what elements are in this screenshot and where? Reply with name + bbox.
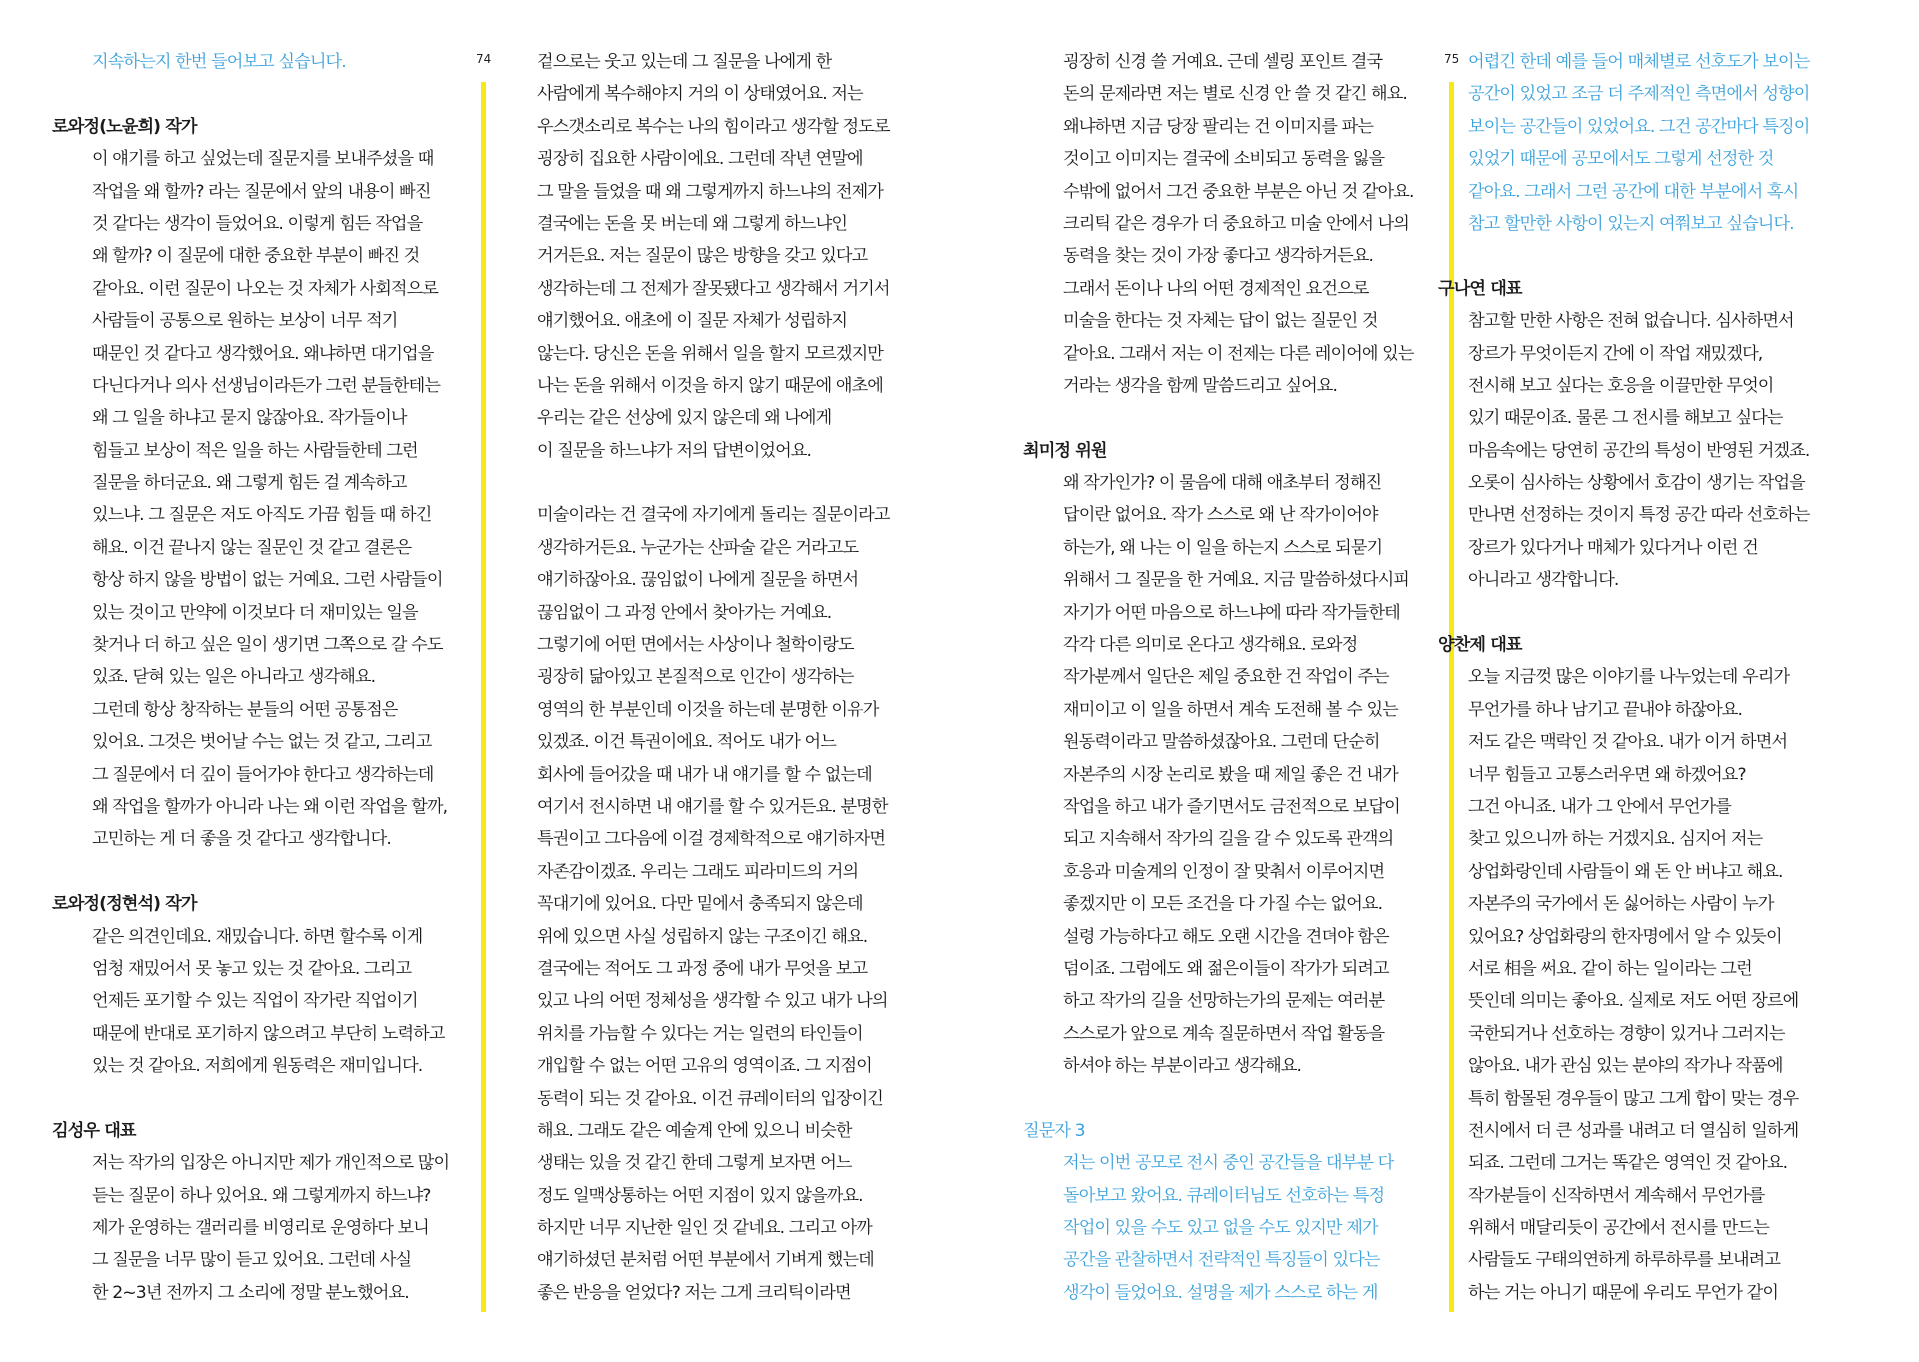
text-line: 항상 하지 않을 방법이 없는 거예요. 그런 사람들이 [92,570,443,591]
text-line: 만나면 선정하는 것이지 특정 공간 따라 선호하는 [1468,505,1810,526]
text-line: 영역의 한 부분인데 이것을 하는데 분명한 이유가 [537,699,879,720]
text-line: 고민하는 게 더 좋을 것 같다고 생각합니다. [92,829,391,850]
text-line: 있기 때문이죠. 물론 그 전시를 해보고 싶다는 [1468,408,1783,429]
text-line: 장르가 무엇이든지 간에 이 작업 재밌겠다, [1468,343,1763,364]
text-line: 하는 거는 아니기 때문에 우리도 무언가 같이 [1468,1282,1779,1303]
text-line: 크리틱 같은 경우가 더 중요하고 미술 안에서 나의 [1063,213,1410,234]
text-line: 자존감이겠죠. 우리는 그래도 피라미드의 거의 [537,861,859,882]
text-line: 그 말을 들었을 때 왜 그렇게까지 하느냐의 전제가 [537,181,884,202]
text-line: 무언가를 하나 남기고 끝내야 하잖아요. [1468,699,1743,720]
paragraph-gap [52,78,472,110]
text-line: 힘들고 보상이 적은 일을 하는 사람들한테 그런 [92,440,418,461]
text-line: 생태는 있을 것 같긴 한데 그렇게 보자면 어느 [537,1153,852,1174]
text-line: 굉장히 신경 쓸 거예요. 근데 셀링 포인트 결국 [1063,52,1383,72]
text-line: 않는다. 당신은 돈을 위해서 일을 할지 모르겠지만 [537,343,884,364]
text-line: 거라는 생각을 함께 말씀드리고 싶어요. [1063,375,1338,396]
text-line: 있고 나의 어떤 정체성을 생각할 수 있고 내가 나의 [537,991,888,1012]
text-line: 작가분들이 신작하면서 계속해서 무언가를 [1468,1185,1765,1206]
text-line: 있죠. 닫혀 있는 일은 아니라고 생각해요. [92,667,376,688]
text-line: 저도 같은 맥락인 것 같아요. 내가 이거 하면서 [1468,732,1788,753]
text-line: 좋겠지만 이 모든 조건을 다 가질 수는 없어요. [1063,894,1383,915]
text-column-1 [52,46,472,1309]
text-line: 이 질문을 하느냐가 저의 답변이었어요. [537,440,812,461]
text-line: 저는 작가의 입장은 아니지만 제가 개인적으로 많이 [92,1153,450,1174]
text-line: 우스갯소리로 복수는 나의 힘이라고 생각할 정도로 [537,116,890,137]
text-line: 생각하는데 그 전제가 잘못됐다고 생각해서 거기서 [537,278,890,299]
text-line: 왜 작업을 할까가 아니라 나는 왜 이런 작업을 할까, [92,796,448,817]
text-line: 오롯이 심사하는 상황에서 호감이 생기는 작업을 [1468,473,1805,494]
text-line: 전시해 보고 싶다는 호응을 이끌만한 무엇이 [1468,375,1774,396]
text-line: 각각 다른 의미로 온다고 생각해요. 로와정 [1063,635,1358,656]
text-line: 작업이 있을 수도 있고 없을 수도 있지만 제가 [1063,1218,1378,1239]
paragraph-gap [1023,1083,1443,1115]
text-line: 있는 것이고 만약에 이것보다 더 재미있는 일을 [92,602,418,623]
text-line: 사람들이 공통으로 원하는 보상이 너무 적기 [92,311,398,332]
text-line: 정도 일맥상통하는 어떤 지점이 있지 않을까요. [537,1185,863,1206]
text-line: 결국에는 돈을 못 버는데 왜 그렇게 하느냐인 [537,213,848,234]
text-line: 보이는 공간들이 있었어요. 그건 공간마다 특징이 [1468,116,1810,137]
text-line: 작업을 왜 할까? 라는 질문에서 앞의 내용이 빠진 [92,181,431,202]
text-line: 호응과 미술계의 인정이 잘 맞춰서 이루어지면 [1063,861,1385,882]
speaker-name: 최미정 위원 [1023,440,1107,461]
text-line: 찾고 있으니까 하는 거겠지요. 심지어 저는 [1468,829,1763,850]
text-line: 사람들도 구태의연하게 하루하루를 보내려고 [1468,1250,1781,1271]
text-line: 아니라고 생각합니다. [1468,570,1619,591]
text-line: 해요. 그래도 같은 예술계 안에 있으니 비슷한 [537,1120,852,1141]
text-line: 때문에 반대로 포기하지 않으려고 부단히 노력하고 [92,1023,445,1044]
text-line: 때문인 것 같다고 생각했어요. 왜냐하면 대기업을 [92,343,434,364]
text-line: 왜냐하면 지금 당장 팔리는 건 이미지를 파는 [1063,116,1374,137]
speaker-name: 로와정(정현석) 작가 [52,894,197,915]
page-number-left: 74 [476,52,492,66]
text-line: 왜 그 일을 하냐고 묻지 않잖아요. 작가들이나 [92,408,407,429]
text-line: 하는가, 왜 나는 이 일을 하는지 스스로 되묻기 [1063,537,1383,558]
text-line: 왜 작가인가? 이 물음에 대해 애초부터 정해진 [1063,473,1382,494]
paragraph-gap [1023,402,1443,434]
text-line: 다닌다거나 의사 선생님이라든가 그런 분들한테는 [92,375,441,396]
paragraph-gap [52,1083,472,1115]
text-line: 생각이 들었어요. 설명을 제가 스스로 하는 게 [1063,1282,1378,1303]
text-line: 왜 할까? 이 질문에 대한 중요한 부분이 빠진 것 [92,246,420,267]
speaker-name: 김성우 대표 [52,1120,136,1141]
text-line: 위에 있으면 사실 성립하지 않는 구조이긴 해요. [537,926,868,947]
text-line: 공간을 관찰하면서 전략적인 특징들이 있다는 [1063,1250,1380,1271]
text-line: 지속하는지 한번 들어보고 싶습니다. [92,52,346,72]
text-line: 뜻인데 의미는 좋아요. 실제로 저도 어떤 장르에 [1468,991,1799,1012]
text-line: 동력이 되는 것 같아요. 이건 큐레이터의 입장이긴 [537,1088,884,1109]
text-line: 원동력이라고 말씀하셨잖아요. 그런데 단순히 [1063,732,1380,753]
text-line: 너무 힘들고 고통스러우면 왜 하겠어요? [1468,764,1746,785]
text-line: 자기가 어떤 마음으로 하느냐에 따라 작가들한테 [1063,602,1400,623]
text-line: 질문자 3 [1023,1120,1085,1141]
text-line: 마음속에는 당연히 공간의 특성이 반영된 거겠죠. [1468,440,1810,461]
text-line: 개입할 수 없는 어떤 고유의 영역이죠. 그 지점이 [537,1056,872,1077]
text-line: 돌아보고 왔어요. 큐레이터님도 선호하는 특정 [1063,1185,1385,1206]
text-line: 굉장히 집요한 사람이에요. 그런데 작년 연말에 [537,149,863,170]
text-line: 있었기 때문에 공모에서도 그렇게 선정한 것 [1468,149,1774,170]
text-line: 꼭대기에 있어요. 다만 밑에서 충족되지 않은데 [537,894,863,915]
text-line: 회사에 들어갔을 때 내가 내 얘기를 할 수 없는데 [537,764,872,785]
text-line: 거거든요. 저는 질문이 많은 방향을 갖고 있다고 [537,246,868,267]
yellow-divider-left [481,82,486,1312]
text-line: 그런데 항상 창작하는 분들의 어떤 공통점은 [92,699,398,720]
text-line: 얘기하셨던 분처럼 어떤 부분에서 기벼게 했는데 [537,1250,874,1271]
text-line: 나는 돈을 위해서 이것을 하지 않기 때문에 애초에 [537,375,884,396]
text-line: 제가 운영하는 갤러리를 비영리로 운영하다 보니 [92,1218,429,1239]
text-line: 특권이고 그다음에 이걸 경제학적으로 얘기하자면 [537,829,886,850]
text-line: 이 얘기를 하고 싶었는데 질문지를 보내주셨을 때 [92,149,434,170]
text-line: 그래서 돈이나 나의 어떤 경제적인 요건으로 [1063,278,1369,299]
text-line: 결국에는 적어도 그 과정 중에 내가 무엇을 보고 [537,958,868,979]
text-line: 여기서 전시하면 내 얘기를 할 수 있거든요. 분명한 [537,796,888,817]
text-line: 것이고 이미지는 결국에 소비되고 동력을 잃을 [1063,149,1385,170]
text-line: 작업을 하고 내가 즐기면서도 금전적으로 보답이 [1063,796,1400,817]
text-column-2 [537,46,957,1309]
text-line: 되죠. 그런데 그거는 똑같은 영역인 것 같아요. [1468,1153,1788,1174]
text-line: 자본주의 시장 논리로 봤을 때 제일 좋은 건 내가 [1063,764,1398,785]
text-line: 그건 아니죠. 내가 그 안에서 무언가를 [1468,796,1731,817]
text-line: 우리는 같은 선상에 있지 않은데 왜 나에게 [537,408,832,429]
text-line: 질문을 하더군요. 왜 그렇게 힘든 걸 계속하고 [92,473,407,494]
text-line: 같아요. 이런 질문이 나오는 것 자체가 사회적으로 [92,278,439,299]
paragraph-gap [537,467,957,499]
text-line: 생각하거든요. 누군가는 산파술 같은 거라고도 [537,537,859,558]
text-line: 같은 의견인데요. 재밌습니다. 하면 할수록 이게 [92,926,423,947]
text-line: 미술을 한다는 것 자체는 답이 없는 질문인 것 [1063,311,1378,332]
text-line: 있는 것 같아요. 저희에게 원동력은 재미입니다. [92,1056,423,1077]
text-line: 답이란 없어요. 작가 스스로 왜 난 작가이어야 [1063,505,1378,526]
text-line: 있어요? 상업화랑의 한자명에서 알 수 있듯이 [1468,926,1782,947]
text-line: 듣는 질문이 하나 있어요. 왜 그렇게까지 하느냐? [92,1185,431,1206]
text-line: 동력을 찾는 것이 가장 좋다고 생각하거든요. [1063,246,1374,267]
text-line: 스스로가 앞으로 계속 질문하면서 작업 활동을 [1063,1023,1385,1044]
text-line: 하고 작가의 길을 선망하는가의 문제는 여러분 [1063,991,1385,1012]
text-line: 같아요. 그래서 저는 이 전제는 다른 레이어에 있는 [1063,343,1414,364]
text-line: 않아요. 내가 관심 있는 분야의 작가나 작품에 [1468,1056,1783,1077]
text-line: 작가분께서 일단은 제일 중요한 건 작업이 주는 [1063,667,1389,688]
text-line: 설령 가능하다고 해도 오랜 시간을 견뎌야 함은 [1063,926,1389,947]
text-line: 좋은 반응을 얻었다? 저는 그게 크리틱이라면 [537,1282,851,1303]
paragraph-gap [1468,240,1888,272]
text-line: 굉장히 닮아있고 본질적으로 인간이 생각하는 [537,667,854,688]
text-line: 위치를 가늠할 수 있다는 거는 일련의 타인들이 [537,1023,863,1044]
text-line: 얘기하잖아요. 끊임없이 나에게 질문을 하면서 [537,570,859,591]
text-line: 것 같다는 생각이 들었어요. 이렇게 힘든 작업을 [92,213,423,234]
text-line: 사람에게 복수해야지 거의 이 상태였어요. 저는 [537,84,863,105]
text-line: 되고 지속해서 작가의 길을 갈 수 있도록 관객의 [1063,829,1394,850]
paragraph-gap [1468,597,1888,629]
text-line: 있겠죠. 이건 특권이에요. 적어도 내가 어느 [537,732,836,753]
text-line: 오늘 지금껏 많은 이야기를 나누었는데 우리가 [1468,667,1790,688]
text-line: 전시에서 더 큰 성과를 내려고 더 열심히 일하게 [1468,1120,1799,1141]
text-line: 그 질문을 너무 많이 듣고 있어요. 그런데 사실 [92,1250,412,1271]
text-line: 끊임없이 그 과정 안에서 찾아가는 거예요. [537,602,832,623]
yellow-divider-right [1449,82,1454,1312]
text-line: 언제든 포기할 수 있는 직업이 작가란 직업이기 [92,991,418,1012]
text-line: 참고 할만한 사항이 있는지 여쭤보고 싶습니다. [1468,213,1794,234]
page-number-right: 75 [1444,52,1460,66]
speaker-name: 구나연 대표 [1438,278,1522,299]
text-line: 해요. 이건 끝나지 않는 질문인 것 같고 결론은 [92,537,412,558]
text-line: 저는 이번 공모로 전시 중인 공간들을 대부분 다 [1063,1153,1394,1174]
text-line: 상업화랑인데 사람들이 왜 돈 안 버냐고 해요. [1468,861,1783,882]
text-line: 엄청 재밌어서 못 놓고 있는 것 같아요. 그리고 [92,958,412,979]
text-line: 미술이라는 건 결국에 자기에게 돌리는 질문이라고 [537,505,890,526]
text-line: 위해서 매달리듯이 공간에서 전시를 만드는 [1468,1218,1769,1239]
text-line: 하셔야 하는 부분이라고 생각해요. [1063,1056,1302,1077]
text-line: 국한되거나 선호하는 경향이 있거나 그러지는 [1468,1023,1785,1044]
text-line: 하지만 너무 지난한 일인 것 같네요. 그리고 아까 [537,1218,872,1239]
text-line: 한 2~3년 전까지 그 소리에 정말 분노했어요. [92,1282,409,1303]
text-line: 공간이 있었고 조금 더 주제적인 측면에서 성향이 [1468,84,1810,105]
text-line: 장르가 있다거나 매체가 있다거나 이런 건 [1468,537,1758,558]
text-line: 같아요. 그래서 그런 공간에 대한 부분에서 혹시 [1468,181,1799,202]
text-line: 있어요. 그것은 벗어날 수는 없는 것 같고, 그리고 [92,732,432,753]
text-line: 수밖에 없어서 그건 중요한 부분은 아닌 것 같아요. [1063,181,1414,202]
text-line: 특히 함몰된 경우들이 많고 그게 합이 맞는 경우 [1468,1088,1799,1109]
text-line: 그 질문에서 더 깊이 들어가야 한다고 생각하는데 [92,764,434,785]
speaker-name: 양찬제 대표 [1438,635,1522,656]
text-line: 위해서 그 질문을 한 거예요. 지금 말씀하셨다시피 [1063,570,1410,591]
text-line: 재미이고 이 일을 하면서 계속 도전해 볼 수 있는 [1063,699,1398,720]
text-column-3 [1023,46,1443,1309]
paragraph-gap [52,856,472,888]
text-line: 어렵긴 한데 예를 들어 매체별로 선호도가 보이는 [1468,52,1810,72]
text-line: 그렇기에 어떤 면에서는 사상이나 철학이랑도 [537,635,854,656]
text-line: 겉으로는 웃고 있는데 그 질문을 나에게 한 [537,52,832,72]
text-line: 서로 相을 써요. 같이 하는 일이라는 그런 [1468,958,1752,979]
text-line: 덤이죠. 그럼에도 왜 젊은이들이 작가가 되려고 [1063,958,1389,979]
text-line: 얘기했어요. 애초에 이 질문 자체가 성립하지 [537,311,848,332]
text-line: 자본주의 국가에서 돈 싫어하는 사람이 누가 [1468,894,1774,915]
speaker-name: 로와정(노윤희) 작가 [52,116,197,137]
text-line: 찾거나 더 하고 싶은 일이 생기면 그쪽으로 갈 수도 [92,635,443,656]
text-line: 참고할 만한 사항은 전혀 없습니다. 심사하면서 [1468,311,1794,332]
text-line: 돈의 문제라면 저는 별로 신경 안 쓸 것 같긴 해요. [1063,84,1407,105]
text-line: 있느냐. 그 질문은 저도 아직도 가끔 힘들 때 하긴 [92,505,432,526]
